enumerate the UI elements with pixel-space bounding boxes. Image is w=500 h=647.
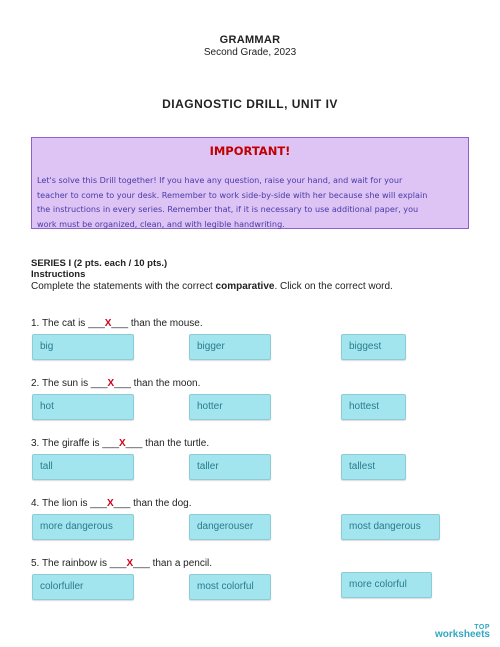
instructions-after: . Click on the correct word. <box>274 281 393 292</box>
question-1 <box>31 318 203 329</box>
question-5 <box>31 558 212 569</box>
topworksheets-logo <box>435 624 490 640</box>
question-suffix: ___ than the turtle. <box>125 438 210 449</box>
blank-mark: X <box>104 318 112 329</box>
question-4 <box>31 498 192 509</box>
instructions-text <box>31 281 393 292</box>
option-button[interactable]: hot <box>32 394 134 420</box>
option-button[interactable]: tall <box>32 454 134 480</box>
option-button[interactable]: most dangerous <box>341 514 440 540</box>
option-button[interactable]: dangerouser <box>189 514 271 540</box>
important-line: work must be organized, clean, and with legible handwriting. <box>37 218 285 229</box>
question-suffix: ___ than a pencil. <box>133 558 213 569</box>
logo-top-text: TOP <box>474 624 490 631</box>
instructions-before: Complete the statements with the correct <box>31 281 216 292</box>
option-button[interactable]: most colorful <box>189 574 271 600</box>
option-button[interactable]: more dangerous <box>32 514 134 540</box>
option-button[interactable]: taller <box>189 454 271 480</box>
series-title: SERIES I (2 pts. each / 10 pts.) <box>31 258 168 269</box>
question-prefix: 2. The sun is ___ <box>31 378 108 389</box>
option-button[interactable]: bigger <box>189 334 271 360</box>
blank-mark: X <box>106 498 114 509</box>
option-button[interactable]: colorfuller <box>32 574 134 600</box>
question-prefix: 5. The rainbow is ___ <box>31 558 127 569</box>
question-3 <box>31 438 209 449</box>
page-subtitle: Second Grade, 2023 <box>203 47 297 58</box>
option-button[interactable]: big <box>32 334 134 360</box>
important-notice-box <box>31 137 469 229</box>
option-button[interactable]: more colorful <box>341 572 432 598</box>
option-button[interactable]: tallest <box>341 454 406 480</box>
page-title: GRAMMAR <box>219 34 281 46</box>
question-prefix: 4. The lion is ___ <box>31 498 107 509</box>
option-button[interactable]: hotter <box>189 394 271 420</box>
question-prefix: 3. The giraffe is ___ <box>31 438 120 449</box>
blank-mark: X <box>126 558 134 569</box>
question-suffix: ___ than the mouse. <box>111 318 203 329</box>
drill-title: DIAGNOSTIC DRILL, UNIT IV <box>162 97 338 111</box>
question-prefix: 1. The cat is ___ <box>31 318 105 329</box>
important-title: IMPORTANT! <box>209 144 291 158</box>
blank-mark: X <box>119 438 126 449</box>
logo-main-text: worksheets <box>434 629 490 640</box>
question-suffix: ___ than the moon. <box>114 378 201 389</box>
blank-mark: X <box>107 378 115 389</box>
instructions-bold: comparative <box>215 281 275 292</box>
important-text <box>37 173 465 231</box>
option-button[interactable]: hottest <box>341 394 406 420</box>
option-button[interactable]: biggest <box>341 334 406 360</box>
question-suffix: ___ than the dog. <box>113 498 192 509</box>
important-line: Let's solve this Drill together! If you have any question, raise your hand, and wait for your <box>37 175 403 185</box>
question-2 <box>31 378 200 389</box>
instructions-label: Instructions <box>31 269 86 280</box>
important-line: teacher to come to your desk. Remember to work side-by-side with her because she will explain <box>37 189 428 200</box>
important-line: the instructions in every series. Remember that, if it is necessary to use additional paper, you <box>37 204 419 214</box>
